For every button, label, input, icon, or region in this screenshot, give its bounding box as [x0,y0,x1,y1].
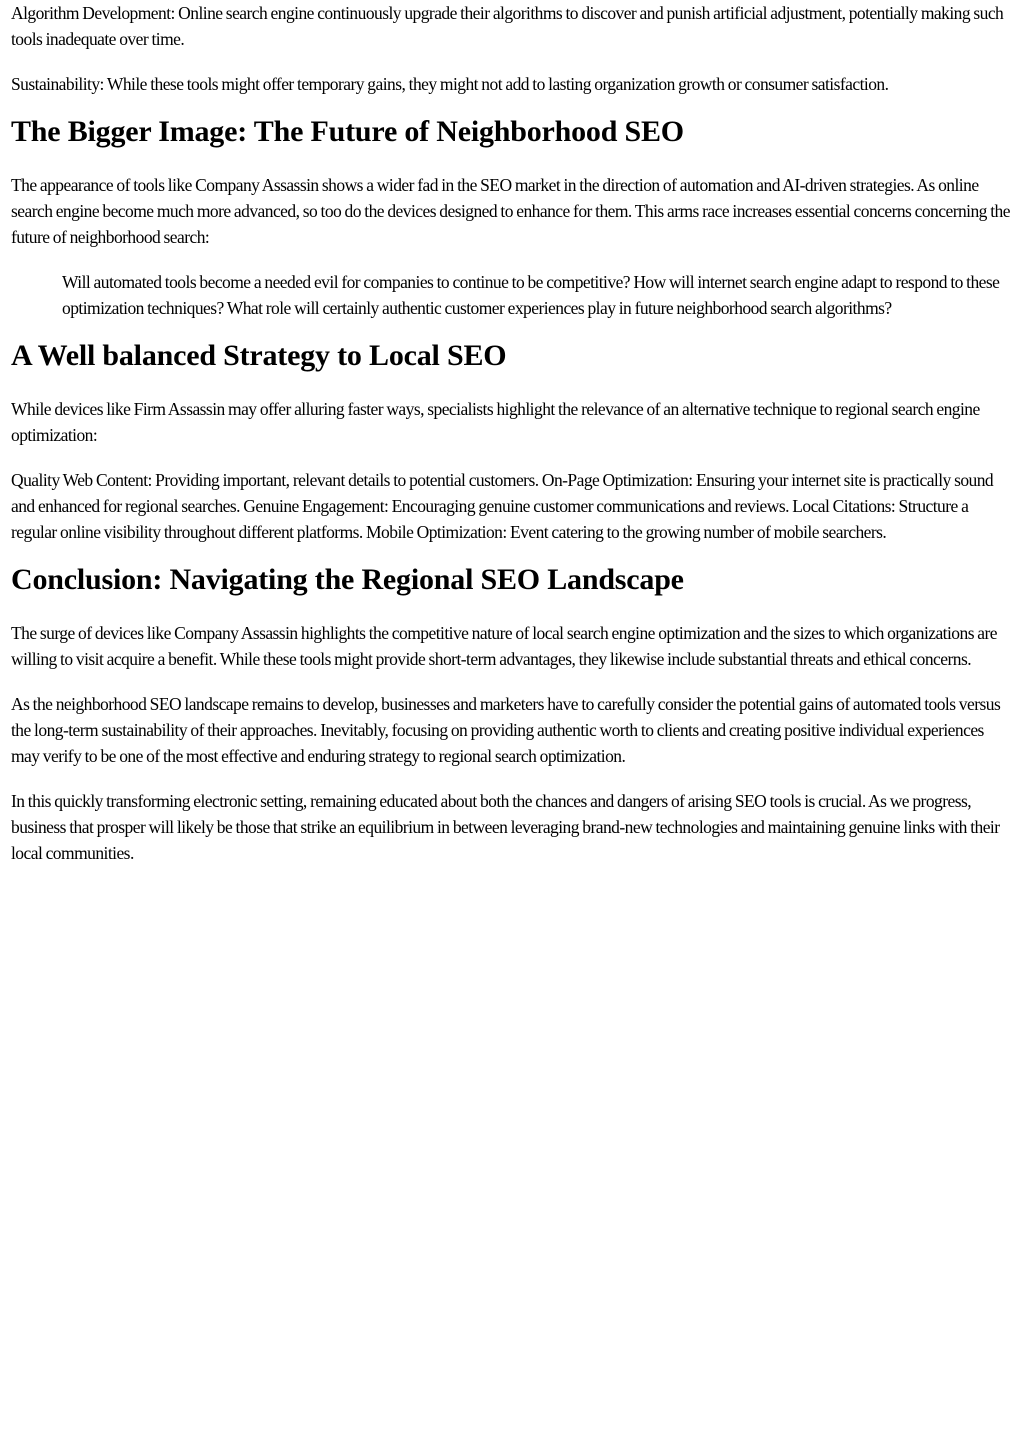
paragraph-neighborhood-landscape: As the neighborhood SEO landscape remains to develop, businesses and marketers have to carefully consider the potential gains of automated tools versus the long-term sustainability of their approaches. Inevitably, focusing on providing authentic worth to clients and creating positive individual experiences may verify to be one of the most effective and enduring strategy to regional search optimization. [11,694,1001,766]
paragraph-while-devices: While devices like Firm Assassin may offer alluring faster ways, specialists highlight the relevance of an alternative technique to regional search engine optimization: [11,399,980,445]
article-page [11,0,1015,866]
paragraph-appearance-of-tools: The appearance of tools like Company Assassin shows a wider fad in the SEO market in the direction of automation and AI-driven strategies. As online search engine become much more advanced, so too do the devices designed to enhance for them. This arms race increases essential concerns concerning the future of neighborhood search: [11,175,1010,247]
paragraph-quickly-transforming: In this quickly transforming electronic setting, remaining educated about both the chances and dangers of arising SEO tools is crucial. As we progress, business that prosper will likely be those that strike an equilibrium in between leveraging brand-new technologies and maintaining genuine links with their local communities. [11,791,1000,863]
paragraph-algorithm-development: Algorithm Development: Online search engine continuously upgrade their algorithms to discover and punish artificial adjustment, potentially making such tools inadequate over time. [11,3,1004,49]
heading-bigger-image: The Bigger Image: The Future of Neighborhood SEO [11,115,684,148]
paragraph-quality-web-content: Quality Web Content: Providing important, relevant details to potential customers. On-Page Optimization: Ensuring your internet site is practically sound and enhanced for regional searches. Genuine Engagement: Encouraging genuine customer communications and reviews. Local Citations: Structure a regular online visibility throughout different platforms. Mobile Optimization: Event catering to the growing number of mobile searchers. [11,470,994,542]
paragraph-sustainability: Sustainability: While these tools might offer temporary gains, they might not add to lasting organization growth or consumer satisfaction. [11,74,889,94]
paragraph-surge-of-devices: The surge of devices like Company Assassin highlights the competitive nature of local search engine optimization and the sizes to which organizations are willing to visit acquire a benefit. While these tools might provide short-term advantages, they likewise include substantial threats and ethical concerns. [11,623,998,669]
heading-balanced-strategy: A Well balanced Strategy to Local SEO [11,339,507,372]
blockquote-automated-tools: Will automated tools become a needed evil for companies to continue to be competitive? How will internet search engine adapt to respond to these optimization techniques? What role will certainly authentic customer experiences play in future neighborhood search algorithms? [62,272,1000,318]
heading-conclusion: Conclusion: Navigating the Regional SEO Landscape [11,563,684,596]
